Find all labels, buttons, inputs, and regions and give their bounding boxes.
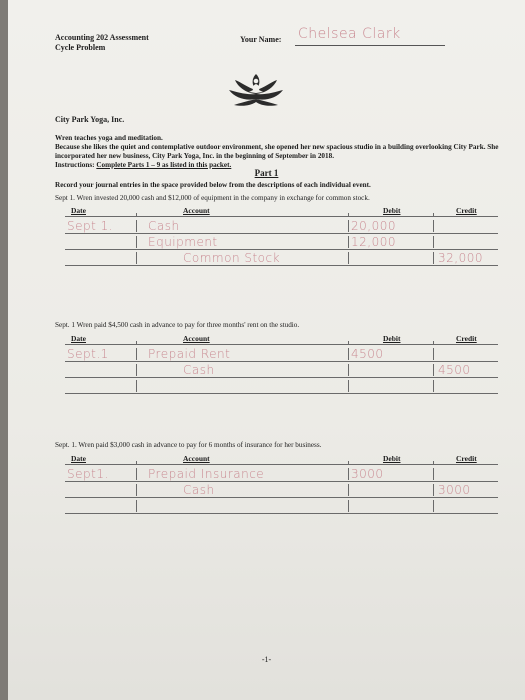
- column-header-credit: Credit: [456, 334, 477, 343]
- column-divider: [348, 348, 349, 360]
- account-cell[interactable]: Common Stock: [183, 251, 281, 265]
- part-title: Part 1: [254, 168, 279, 178]
- column-header-date: Date: [71, 206, 86, 215]
- column-divider: [433, 348, 434, 360]
- column-header-account: Account: [183, 206, 210, 215]
- name-field[interactable]: Chelsea Clark: [298, 26, 401, 42]
- column-divider: [136, 252, 137, 264]
- course-title: Accounting 202 Assessment: [55, 33, 149, 42]
- credit-cell[interactable]: 32,000: [438, 251, 483, 265]
- column-divider: [348, 484, 349, 496]
- column-divider: [136, 236, 137, 248]
- intro-line-1: Wren teaches yoga and meditation.: [55, 134, 163, 142]
- column-divider: [433, 484, 434, 496]
- row-rule: [65, 497, 498, 498]
- column-header-account: Account: [183, 334, 210, 343]
- date-cell[interactable]: Sept 1.: [67, 219, 114, 233]
- column-tick: [136, 461, 137, 465]
- column-divider: [136, 468, 137, 480]
- column-header-debit: Debit: [383, 454, 401, 463]
- page-number: -1-: [261, 655, 272, 664]
- credit-cell[interactable]: 4500: [438, 363, 471, 377]
- column-divider: [136, 364, 137, 376]
- column-header-debit: Debit: [383, 206, 401, 215]
- credit-cell[interactable]: 3000: [438, 483, 471, 497]
- column-divider: [136, 500, 137, 512]
- column-tick: [433, 213, 434, 217]
- account-cell[interactable]: Cash: [183, 363, 215, 377]
- company-name: City Park Yoga, Inc.: [55, 115, 125, 124]
- intro-text: [55, 134, 500, 170]
- column-divider: [136, 348, 137, 360]
- column-header-credit: Credit: [456, 206, 477, 215]
- row-rule: [65, 249, 498, 250]
- column-divider: [348, 468, 349, 480]
- account-cell[interactable]: Cash: [148, 219, 180, 233]
- column-tick: [136, 213, 137, 217]
- column-tick: [348, 213, 349, 217]
- account-cell[interactable]: Prepaid Rent: [148, 347, 231, 361]
- instructions-label: Instructions:: [55, 161, 95, 169]
- row-rule: [65, 265, 498, 266]
- column-divider: [433, 380, 434, 392]
- column-divider: [136, 380, 137, 392]
- column-divider: [348, 236, 349, 248]
- entry-3-description: Sept. 1. Wren paid $3,000 cash in advance to pay for 6 months of insurance for her business.: [55, 441, 322, 449]
- column-divider: [433, 220, 434, 232]
- column-tick: [136, 341, 137, 345]
- column-header-date: Date: [71, 454, 86, 463]
- column-divider: [348, 252, 349, 264]
- column-divider: [433, 500, 434, 512]
- column-divider: [348, 220, 349, 232]
- column-header-credit: Credit: [456, 454, 477, 463]
- row-rule: [65, 377, 498, 378]
- column-divider: [433, 236, 434, 248]
- course-header: [55, 33, 149, 53]
- column-divider: [136, 484, 137, 496]
- account-cell[interactable]: Equipment: [148, 235, 218, 249]
- row-rule: [65, 233, 498, 234]
- entry-1-description: Sept 1. Wren invested 20,000 cash and $12,000 of equipment in the company in exchange for common stock.: [55, 194, 370, 202]
- account-cell[interactable]: Cash: [183, 483, 215, 497]
- debit-cell[interactable]: 12,000: [351, 235, 396, 249]
- row-rule: [65, 513, 498, 514]
- worksheet-page: [8, 0, 525, 700]
- debit-cell[interactable]: 20,000: [351, 219, 396, 233]
- course-subtitle: Cycle Problem: [55, 43, 106, 52]
- column-tick: [348, 341, 349, 345]
- column-divider: [348, 364, 349, 376]
- date-cell[interactable]: Sept1.: [67, 467, 109, 481]
- row-rule: [65, 361, 498, 362]
- date-cell[interactable]: Sept.1: [67, 347, 109, 361]
- record-instructions: Record your journal entries in the space provided below from the descriptions of each individual event.: [55, 181, 371, 189]
- name-label: Your Name:: [240, 35, 282, 44]
- column-divider: [136, 220, 137, 232]
- column-tick: [433, 341, 434, 345]
- yoga-meditation-logo: [226, 70, 286, 112]
- row-rule: [65, 481, 498, 482]
- column-divider: [348, 380, 349, 392]
- column-tick: [348, 461, 349, 465]
- intro-line-2: Because she likes the quiet and contemplative outdoor environment, she opened her new spacious studio in a building overlooking City Park. She incorporated her new business, City Park Yoga, Inc. in the beginning of September in 2018.: [55, 143, 499, 160]
- instructions-text: Complete Parts 1 – 9 as listed in this packet.: [96, 161, 232, 169]
- column-divider: [433, 364, 434, 376]
- debit-cell[interactable]: 4500: [351, 347, 384, 361]
- column-divider: [348, 500, 349, 512]
- name-underline: [295, 45, 445, 46]
- column-header-account: Account: [183, 454, 210, 463]
- account-cell[interactable]: Prepaid Insurance: [148, 467, 265, 481]
- column-divider: [433, 468, 434, 480]
- column-tick: [433, 461, 434, 465]
- debit-cell[interactable]: 3000: [351, 467, 384, 481]
- row-rule: [65, 393, 498, 394]
- column-header-date: Date: [71, 334, 86, 343]
- entry-2-description: Sept. 1 Wren paid $4,500 cash in advance to pay for three months' rent on the studio.: [55, 321, 300, 329]
- column-header-debit: Debit: [383, 334, 401, 343]
- column-divider: [433, 252, 434, 264]
